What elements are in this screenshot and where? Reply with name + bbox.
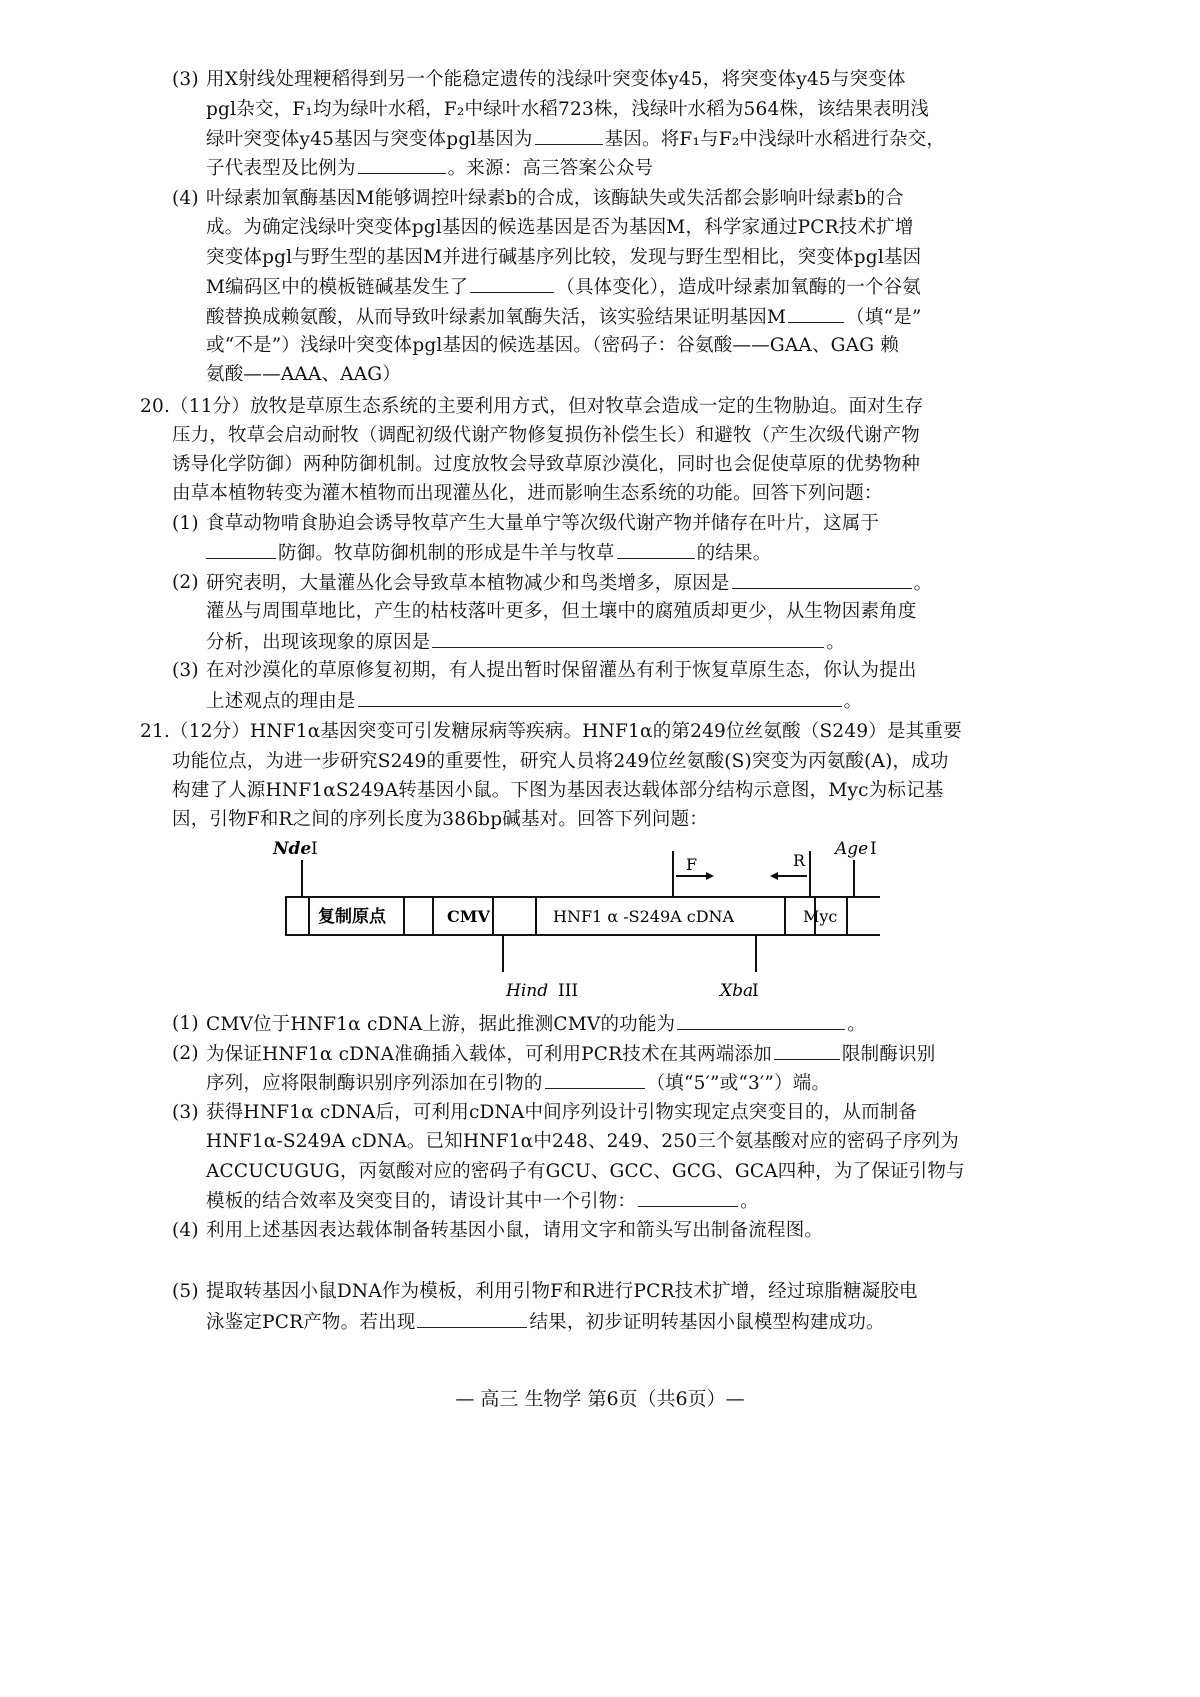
xba-roman: I [752,981,759,1001]
answer-blank[interactable] [417,1310,527,1328]
q21-3-number: (3) [172,1102,199,1123]
xba-label: Xba [720,981,754,1001]
q21-2-line2 [206,1071,830,1096]
page-footer: — 高三 生物学 第6页（共6页）— [455,1388,745,1410]
q21-4-line1: 利用上述基因表达载体制备转基因小鼠，请用文字和箭头写出制备流程图。 [206,1220,824,1241]
q19-3-line4-text-a: 子代表型及比例为 [206,158,356,179]
age-label: Age [835,839,869,859]
q21-3-line4-text-a: 模板的结合效率及突变目的，请设计其中一个引物： [206,1191,637,1212]
q20-1-line2-text-a: 防御。牧草防御机制的形成是牛羊与牧草 [278,543,615,564]
answer-blank[interactable] [774,1042,840,1060]
q21-2-line2-text-a: 序列，应将限制酶识别序列添加在引物的 [206,1073,543,1094]
q20-2-line1-text-b: 。 [913,573,933,594]
q20-3-line2-text-a: 上述观点的理由是 [206,691,356,712]
answer-blank[interactable] [677,1012,845,1030]
q19-3-line1: 用X射线处理粳稻得到另一个能稳定遗传的浅绿叶突变体y45，将突变体y45与突变体 [206,69,906,90]
q21-stem-line1: 21.（12分）HNF1α基因突变可引发糖尿病等疾病。HNF1α的第249位丝氨酸（S249）是其重要 [140,721,962,742]
q20-stem-line4: 由草本植物转变为灌木植物而出现灌丛化，进而影响生态系统的功能。回答下列问题： [172,483,883,504]
hind-roman: III [558,981,579,1001]
cmv-box-label: CMV [447,907,490,926]
q19-4-line4-text-b: （具体变化），造成叶绿素加氧酶的一个谷氨 [556,277,922,298]
q19-4-line2: 成。为确定浅绿叶突变体pgl基因的候选基因是否为基因M，科学家通过PCR技术扩增 [206,217,914,238]
q19-4-line7: 氨酸——AAA、AAG） [206,364,401,385]
primer-r-arrowhead [770,872,778,880]
primer-f-label: F [686,855,698,874]
q19-3-number: (3) [172,69,199,90]
q19-4-line6: 或“不是”）浅绿叶突变体pgl基因的候选基因。（密码子：谷氨酸——GAA、GAG 赖 [206,335,899,356]
q20-1-number: (1) [172,513,199,534]
q21-5-line2 [206,1310,885,1335]
cdna-box-label: HNF1 α -S249A cDNA [553,907,735,926]
q20-2-line1-text-a: 研究表明，大量灌丛化会导致草本植物减少和鸟类增多，原因是 [206,573,730,594]
q21-stem-line2: 功能位点，为进一步研究S249的重要性，研究人员将249位丝氨酸(S)突变为丙氨酸(A)，成功 [172,751,949,772]
q19-4-number: (4) [172,188,199,209]
q21-1-line1-text-b: 。 [847,1014,866,1035]
q20-3-line2-text-b: 。 [843,691,863,712]
myc-box-label: Myc [803,907,838,926]
q19-3-line3-text-a: 绿叶突变体y45基因与突变体pgl基因为 [206,129,533,150]
q20-3-line1: 在对沙漠化的草原修复初期，有人提出暂时保留灌丛有利于恢复草原生态，你认为提出 [206,660,917,681]
q21-5-line1: 提取转基因小鼠DNA作为模板，利用引物F和R进行PCR技术扩增，经过琼脂糖凝胶电 [206,1281,918,1302]
primer-f-arrowhead [706,872,714,880]
q21-2-number: (2) [172,1043,199,1064]
q19-3-line3-text-b: 基因。将F₁与F₂中浅绿叶水稻进行杂交， [604,129,946,150]
q21-2-line1 [206,1042,935,1067]
q20-2-line3-text-a: 分析，出现该现象的原因是 [206,632,431,653]
q21-2-line2-text-b: （填“5′”或“3′”）端。 [646,1073,831,1094]
q19-4-line1: 叶绿素加氧酶基因M能够调控叶绿素b的合成，该酶缺失或失活都会影响叶绿素b的合 [206,188,904,209]
q20-2-number: (2) [172,572,199,593]
age-roman: I [870,839,877,859]
q21-2-line1-text-b: 限制酶识别 [841,1044,936,1065]
q21-1-line1-text-a: CMV位于HNF1α cDNA上游，据此推测CMV的功能为 [206,1014,676,1035]
q21-2-line1-text-a: 为保证HNF1α cDNA准确插入载体，可利用PCR技术在其两端添加 [206,1044,772,1065]
q21-5-line2-text-b: 结果，初步证明转基因小鼠模型构建成功。 [529,1312,885,1333]
q21-3-line3: ACCUCUGUG，丙氨酸对应的密码子有GCU、GCC、GCG、GCA四种，为了保证引物与 [206,1161,965,1182]
q21-3-line4 [206,1189,759,1214]
q21-5-line2-text-a: 泳鉴定PCR产物。若出现 [206,1312,416,1333]
q21-1-line1 [206,1012,866,1037]
q19-4-line3: 突变体pgl与野生型的基因M并进行碱基序列比较，发现与野生型相比，突变体pgl基因 [206,247,922,268]
answer-blank[interactable] [545,1071,645,1089]
q20-stem-line2: 压力，牧草会启动耐牧（调配初级代谢产物修复损伤补偿生长）和避牧（产生次级代谢产物 [172,425,921,446]
q21-3-line4-text-b: 。 [740,1191,759,1212]
primer-r-label: R [793,851,806,870]
q21-stem-line4: 因，引物F和R之间的序列长度为386bp碱基对。回答下列问题： [172,809,708,830]
q19-3-line4-text-b: 。来源：高三答案公众号 [447,158,654,179]
answer-blank[interactable] [638,1189,738,1207]
q20-1-line1: 食草动物啃食胁迫会诱导牧草产生大量单宁等次级代谢产物并储存在叶片，这属于 [206,513,880,534]
q19-4-line5-text-b: （填“是” [846,307,922,328]
q19-4-line4-text-a: M编码区中的模板链碱基发生了 [206,277,469,298]
q20-3-number: (3) [172,660,199,681]
q20-stem-line3: 诱导化学防御）两种防御机制。过度放牧会导致草原沙漠化，同时也会促使草原的优势物种 [172,454,921,475]
q21-3-line2: HNF1α-S249A cDNA。已知HNF1α中248、249、250三个氨基酸对应的密码子序列为 [206,1131,959,1152]
q20-1-line2-text-b: 的结果。 [696,543,772,564]
hind-label: Hind [506,981,549,1001]
nde-roman: I [311,839,318,859]
q21-3-line1: 获得HNF1α cDNA后，可利用cDNA中间序列设计引物实现定点突变目的，从而制备 [206,1102,918,1123]
q20-2-line2: 灌丛与周围草地比，产生的枯枝落叶更多，但土壤中的腐殖质却更少，从生物因素角度 [206,601,917,622]
ori-box-label: 复制原点 [318,907,386,927]
q20-stem-line1: 20.（11分）放牧是草原生态系统的主要利用方式，但对牧草会造成一定的生物胁迫。面对生存 [140,396,924,417]
q19-3-line2: pgl杂交，F₁均为绿叶水稻，F₂中绿叶水稻723株，浅绿叶水稻为564株，该结果表明浅 [206,99,930,120]
q21-1-number: (1) [172,1013,199,1034]
q21-4-number: (4) [172,1220,199,1241]
q21-5-number: (5) [172,1281,199,1302]
nde-label: Nde [273,839,312,859]
q21-stem-line3: 构建了人源HNF1αS249A转基因小鼠。下图为基因表达载体部分结构示意图，Myc为标记基 [172,780,944,801]
q20-2-line3-text-b: 。 [826,632,846,653]
q19-4-line5-text-a: 酸替换成赖氨酸，从而导致叶绿素加氧酶失活，该实验结果证明基因M [206,307,787,328]
